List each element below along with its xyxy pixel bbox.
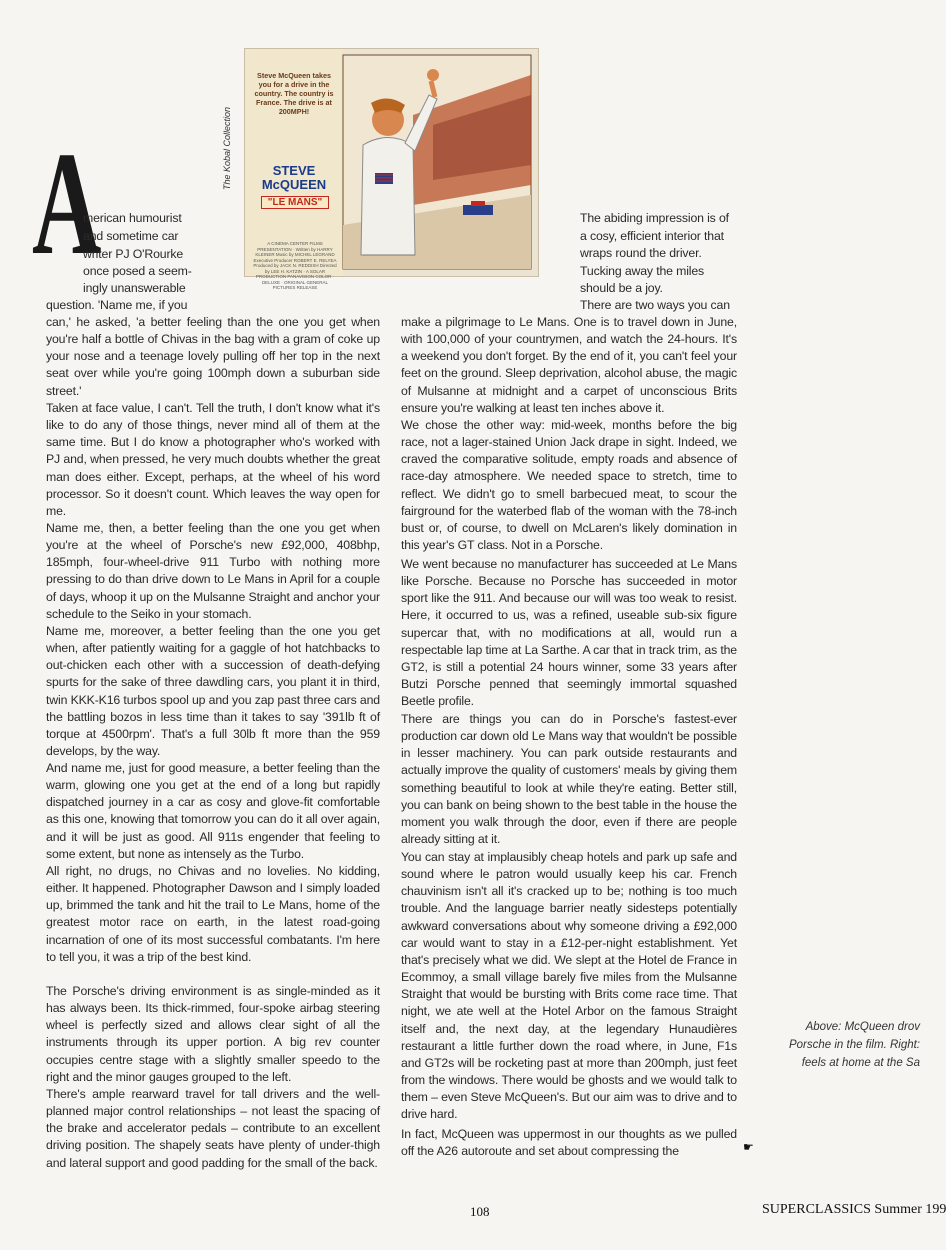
poster-text-panel — [245, 49, 343, 290]
pointing-hand-icon: ☛ — [743, 1140, 754, 1154]
caption-line-2: Porsche in the film. Right: — [788, 1039, 920, 1051]
left-line-4: once posed a seem- — [83, 264, 192, 278]
right-para-3: We went because no manufacturer has succeeded at Le Mans like Porsche. Because no Porsche has succeeded in motor sport like the 911. And because our will was too weak to resist. Here, it occurred to us, was a refined, useable sub-six figure supercar that, with no modifications at all, would run a respectable lap time at La Sarthe. A car that in track trim, as the GT2, is still a potential 24 hours winner, some 33 years after Butzi Porsche penned that seemingly immortal squashed Beetle profile. — [401, 557, 737, 709]
right-line-5: should be a joy. — [580, 281, 663, 295]
poster-tagline: Steve McQueen takes you for a drive in the country. The country is France. The drive is at 200MPH! — [254, 71, 334, 116]
left-line-2: and sometime car — [83, 229, 179, 243]
photo-caption — [760, 1018, 920, 1072]
right-line-6: There are two ways you can — [580, 298, 730, 312]
left-para-1: can,' he asked, 'a better feeling than the one you get when you're half a bottle of Chivas in the bag with a gram of coke up your nose and a teenage lovely pulling off her top in the next seat over while you're going 100mph down a suburban side street.' — [46, 315, 380, 398]
right-line-3: wraps round the driver. — [580, 246, 702, 260]
left-para-5: And name me, just for good measure, a better feeling than the warm, glowing one you get at the end of a long but rapidly dispatched journey in a car as cosy and glove-fit comfortable as this one, knowing that tomorrow you can do it all over again, and it will be just as good. All 911s engender that feeling to some extent, but none as intensely as the Turbo. — [46, 761, 380, 861]
right-para-4: There are things you can do in Porsche's fastest-ever production car down old Le Mans way that wouldn't be possible in lesser machinery. You can park outside restaurants and actually improve the quality of customers' meals by giving them something beautiful to look at while they're eating. Better still, you can bank on being shown to the best table in the house the moment you walk through the door, even if there are people already sitting at it. — [401, 712, 737, 847]
left-para-8: There's ample rearward travel for tall drivers and the well-planned major control relationships – not least the spacing of the brake and accelerator pedals – contribute to an excellent driving position. The shapely seats have plenty of under-thigh and lateral support and good padding for the small of the back. — [46, 1087, 380, 1170]
left-para-4: Name me, moreover, a better feeling than the one you get when, after patiently waiting for a gaggle of hot hatchbacks to out-chicken each other with a succession of death-defying spurts for the sake of three dawdling cars, you plant it in third, twin KKK-K16 turbos spool up and you zap past three cars and the battling bozos in less time than it takes to say '391lb ft of torque at 4500rpm'. That's a full 30lb ft more than the 959 develops, by the way. — [46, 624, 380, 759]
right-para-6: In fact, McQueen was uppermost in our thoughts as we pulled off the A26 autoroute and set about compressing the — [401, 1127, 737, 1159]
poster-credits: A CINEMA CENTER FILMS PRESENTATION · Written by HARRY KLEINER Music by MICHEL LEGRAND Executive Producer ROBERT E. RELYEA Produced by JACK N. REDDISH Directed by LEE H. KATZIN · A SOLAR PRODUCTION PANAVISION COLOR · DELUXE · ORIGINAL GENERAL PICTURES RELEASE — [253, 241, 337, 290]
poster-star-name: STEVE McQUEEN — [261, 163, 327, 192]
photo-credit: The Kobal Collection — [222, 106, 232, 190]
left-line-5: ingly unanswerable — [83, 281, 186, 295]
right-line-1: The abiding impression is of — [580, 211, 729, 225]
left-para-6: All right, no drugs, no Chivas and no lovelies. No kidding, either. It happened. Photographer Dawson and I simply loaded up, brimmed the tank and hit the trail to Le Mans, home of the greatest motor race on earth, in the latest road-going incarnation of one of its most successful combatants. I'm here to tell you, it was a trip of the best kind. — [46, 864, 380, 964]
magazine-masthead: SUPERCLASSICS Summer 199 — [762, 1202, 946, 1217]
right-para-2: We chose the other way: mid-week, months before the big race, not a lager-stained Union Jack drape in sight. Indeed, we craved the comparative solitude, empty roads and absence of race-day atmosphere. We needed space to stretch, time to reflect. We didn't go to smell barbecued meat, to scour the fairground for the waterbed flab of the woman with the 78-inch bust or, of course, to dwell on McLaren's likely domination in this year's GT class. Not in a Porsche. — [401, 418, 737, 553]
poster-film-title: "LE MANS" — [261, 196, 329, 209]
left-line-1: merican humourist — [83, 211, 182, 225]
right-line-2: a cosy, efficient interior that — [580, 229, 724, 243]
left-para-3: Name me, then, a better feeling than the one you get when you're at the wheel of Porsche's new £92,000, 408bhp, 185mph, four-wheel-drive 911 Turbo with nothing more pressing to do than drive down to Le Mans in April for a couple of days, whoop it up on the Mulsanne Straight and anchor your schedule to the Seiko in your stomach. — [46, 521, 380, 621]
drop-cap: A — [32, 122, 102, 286]
right-para-1: make a pilgrimage to Le Mans. One is to travel down in June, with 100,000 of your countrymen, and watch the 24-hours. It's a weekend you don't forget. By the end of it, you can't feel your feet on the ground. Sleep deprivation, alcohol abuse, the magic of Mulsanne at midnight and a carpet of unconscious Brits ensure you're walking at least ten inches above it. — [401, 315, 737, 415]
right-para-5: You can stay at implausibly cheap hotels and park up safe and sound where le patron would usually keep his car. French chauvinism isn't all it's cracked up to be; nothing is too much trouble. And the language barrier neatly sidesteps potentially awkward conversations about why someone driving a £92,000 car would want to stay in a £12-per-night establishment. Yet that's precisely what we did. We slept at the Hotel de France in Ecommoy, a small village barely five miles from the Mulsanne Straight that would be bursting with Brits come race time. That night, we ate well at the Hotel Arbor on the famous Straight itself and, the next day, at the legendary Hunaudières restaurant a little further down the road where, in June, F1s and GT2s will be rocketing past at more than 200mph, just feet from the windows. There would be ghosts and we would talk to them – even Steve McQueen's. But our aim was to drive and to drive hard. — [401, 850, 737, 1122]
left-para-2: Taken at face value, I can't. Tell the truth, I don't know what it's like to do any of those things, never mind all of them at the same time. But I do know a photographer who's worked with PJ and, when pressed, he very much doubts whether the great man does either. Except, perhaps, at the wheel of his word processor. So it doesn't count. Which leaves the way open for me. — [46, 401, 380, 518]
caption-line-1: Above: McQueen drov — [805, 1021, 920, 1033]
caption-line-3: feels at home at the Sa — [801, 1057, 920, 1069]
poster-artwork — [343, 55, 531, 269]
left-line-3: writer PJ O'Rourke — [83, 247, 184, 261]
right-line-4: Tucking away the miles — [580, 264, 705, 278]
left-line-6: question. 'Name me, if you — [46, 298, 188, 312]
page-number: 108 — [470, 1204, 490, 1219]
le-mans-poster-image — [244, 48, 539, 290]
left-para-7: The Porsche's driving environment is as single-minded as it has always been. Its thick-rimmed, four-spoke airbag steering wheel is perfectly sized and allows clear sight of all the instruments through its upper portion. A big rev counter occupies centre stage with a slightly smaller speedo to the right and the minor gauges grouped to the left. — [46, 984, 380, 1084]
